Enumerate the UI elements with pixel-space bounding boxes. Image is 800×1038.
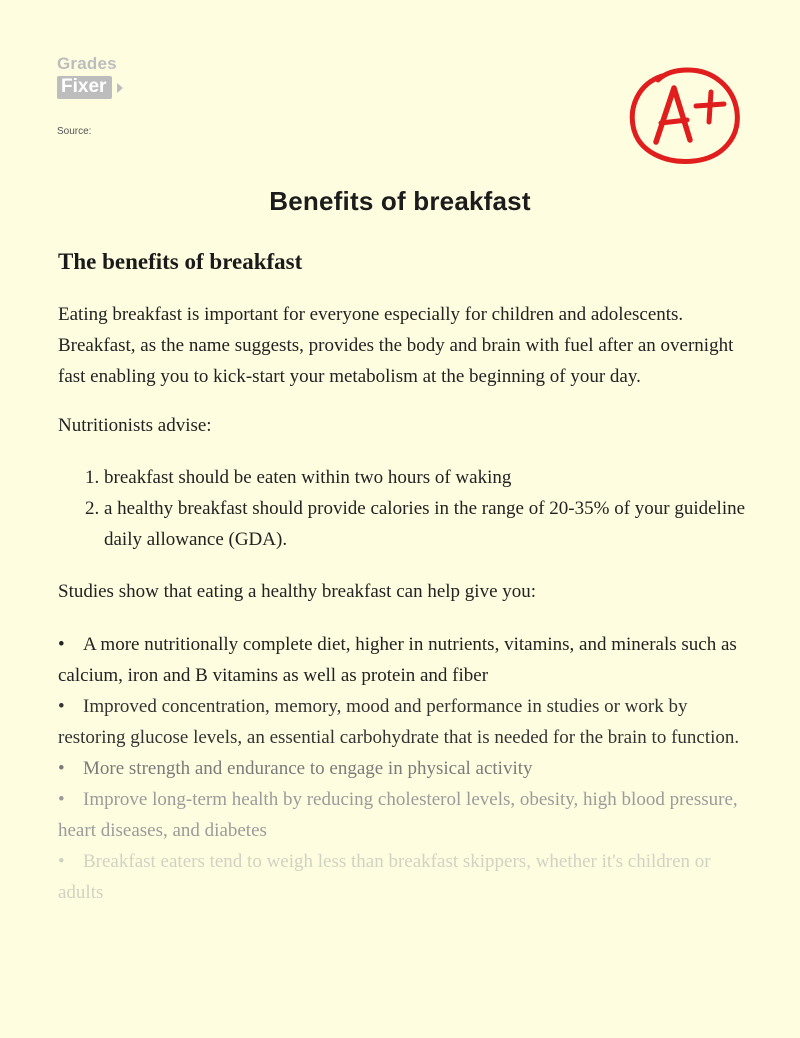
benefit-text: Improved concentration, memory, mood and performance in studies or work by restoring glucose levels, an essential carbohydrate that is needed for the brain to function. bbox=[58, 696, 740, 748]
benefit-list-item bbox=[58, 753, 758, 784]
gradesfixer-logo[interactable] bbox=[57, 54, 167, 106]
bullet-icon: • bbox=[58, 851, 65, 872]
benefit-list-item bbox=[58, 784, 758, 846]
benefits-list bbox=[58, 629, 758, 908]
benefit-list-item bbox=[58, 846, 758, 908]
bullet-icon: • bbox=[58, 634, 65, 655]
essay-title: Benefits of breakfast bbox=[269, 186, 531, 216]
benefit-text: Breakfast eaters tend to weigh less than breakfast skippers, whether it's children or adults bbox=[58, 851, 711, 903]
intro-paragraph: Eating breakfast is important for everyone especially for children and adolescents. Breakfast, as the name suggests, provides the body and brain with fuel after an overnight fast enabling you to kick-start your metabolism at the beginning of your day. bbox=[58, 304, 734, 387]
logo-arrow-icon bbox=[117, 83, 123, 93]
logo-word-grades: Grades bbox=[57, 54, 117, 73]
benefit-text: A more nutritionally complete diet, higher in nutrients, vitamins, and minerals such as calcium, iron and B vitamins as well as protein and fiber bbox=[58, 634, 737, 686]
benefit-text: More strength and endurance to engage in physical activity bbox=[83, 758, 533, 779]
advice-list-item: 2. a healthy breakfast should provide calories in the range of 20-35% of your guideline daily allowance (GDA). bbox=[104, 493, 758, 555]
bullet-icon: • bbox=[58, 696, 65, 717]
advice-list bbox=[58, 462, 758, 555]
essay-body bbox=[58, 240, 758, 908]
advice-intro: Nutritionists advise: bbox=[58, 415, 212, 436]
source-label: Source: bbox=[57, 126, 92, 137]
a-plus-grade-icon bbox=[618, 60, 748, 170]
bullet-icon: • bbox=[58, 789, 65, 810]
studies-intro: Studies show that eating a healthy breakfast can help give you: bbox=[58, 581, 537, 602]
logo-fixer-row bbox=[57, 76, 167, 99]
benefit-list-item bbox=[58, 629, 758, 691]
benefit-text: Improve long-term health by reducing cholesterol levels, obesity, high blood pressure, heart diseases, and diabetes bbox=[58, 789, 738, 841]
logo-word-fixer: Fixer bbox=[57, 76, 112, 99]
essay-subheading: The benefits of breakfast bbox=[58, 249, 303, 274]
benefit-list-item bbox=[58, 691, 758, 753]
bullet-icon: • bbox=[58, 758, 65, 779]
advice-list-item: 1. breakfast should be eaten within two hours of waking bbox=[104, 462, 758, 493]
